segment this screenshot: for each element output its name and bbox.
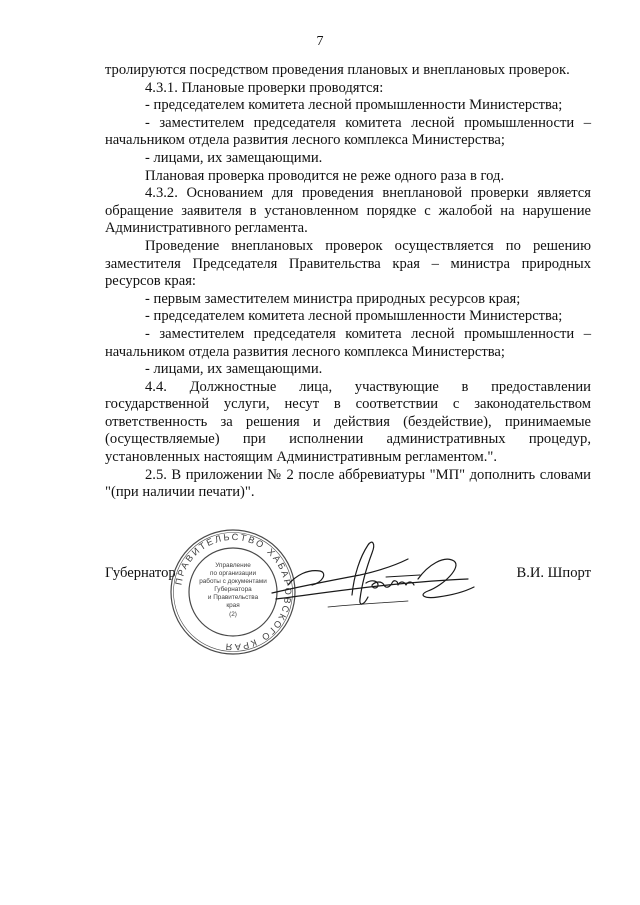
stamp-line: Управление <box>215 562 251 569</box>
paragraph: - председателем комитета лесной промышленности Министерства; <box>145 97 563 114</box>
paragraph: - лицами, их замещающими. <box>145 361 323 378</box>
paragraph: - заместителем председателя комитета лесной промышленности – начальником отдела развития лесного комплекса Министерства; <box>105 114 591 149</box>
paragraph: - председателем комитета лесной промышленности Министерства; <box>145 308 563 325</box>
paragraph: 4.4. Должностные лица, участвующие в предоставлении государственной услуги, несут в соответствии с законодательством ответственность за решения и действия (бездействие), принимаемые (осуществляемые) при исполнении административных процедур, установленных настоящим Административным регламентом.". <box>105 378 591 466</box>
page-number: 7 <box>316 34 324 49</box>
paragraph: - первым заместителем министра природных ресурсов края; <box>145 290 521 307</box>
paragraph: - заместителем председателя комитета лесной промышленности – начальником отдела развития лесного комплекса Министерства; <box>105 325 591 360</box>
paragraph: 4.3.1. Плановые проверки проводятся: <box>145 79 384 96</box>
signatory-title: Губернатор <box>105 565 176 581</box>
stamp-line: края <box>226 602 240 609</box>
document-body <box>105 62 591 502</box>
stamp-line: (2) <box>229 611 237 618</box>
paragraph: Плановая проверка проводится не реже одного раза в год. <box>145 167 505 184</box>
signatory-name: В.И. Шпорт <box>516 565 591 581</box>
stamp-line: Губернатора <box>214 586 252 593</box>
paragraph: тролируются посредством проведения плановых и внеплановых проверок. <box>105 62 570 78</box>
paragraph: Проведение внеплановых проверок осуществляется по решению заместителя Председателя Правительства края – министра природных ресурсов края: <box>105 237 591 290</box>
stamp-line: работы с документами <box>199 578 267 585</box>
paragraph: 4.3.2. Основанием для проведения внеплановой проверки является обращение заявителя в установленном порядке с жалобой на нарушение Административного регламента. <box>105 185 591 237</box>
stamp-ring-text: ПРАВИТЕЛЬСТВО ХАБАРОВСКОГО КРАЯ <box>173 531 294 653</box>
stamp-line: по организации <box>209 570 257 577</box>
paragraph: - лицами, их замещающими. <box>145 149 323 166</box>
stamp-line: и Правительства <box>207 594 259 601</box>
handwritten-signature <box>268 535 478 625</box>
paragraph: 2.5. В приложении № 2 после аббревиатуры "МП" дополнить словами "(при наличии печати)". <box>105 466 591 501</box>
